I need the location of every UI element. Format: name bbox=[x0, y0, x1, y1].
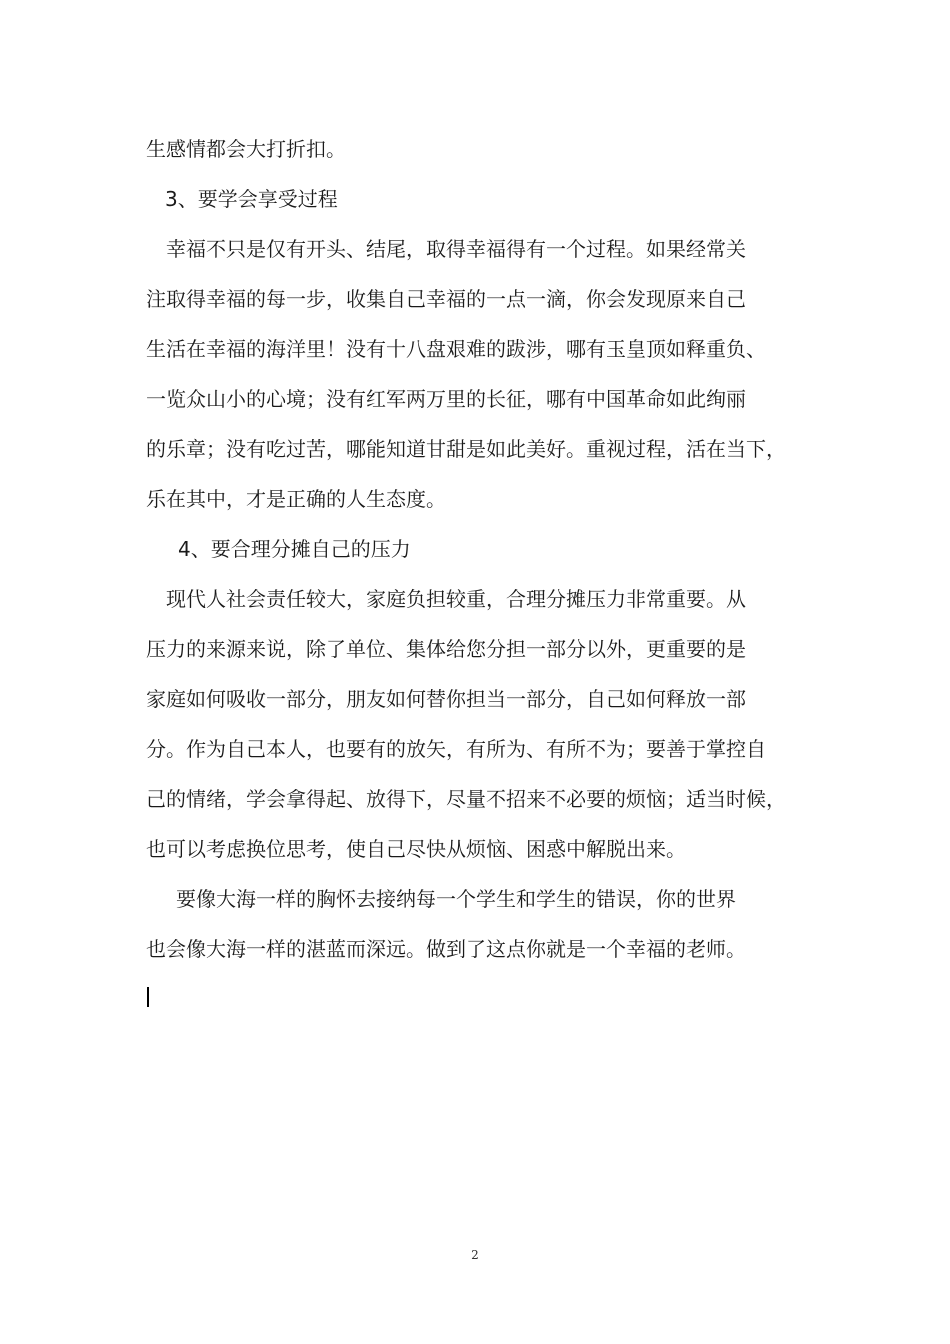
page-number: 2 bbox=[471, 1248, 479, 1262]
text-line: 己的情绪，学会拿得起、放得下，尽量不招来不必要的烦恼；适当时候， bbox=[146, 787, 786, 811]
text-line: 乐在其中，才是正确的人生态度。 bbox=[146, 487, 446, 511]
text-line: 一览众山小的心境；没有红军两万里的长征，哪有中国革命如此绚丽 bbox=[146, 387, 746, 411]
text-line: 分。作为自己本人，也要有的放矢，有所为、有所不为；要善于掌控自 bbox=[146, 737, 766, 761]
text-cursor[interactable] bbox=[147, 987, 149, 1007]
text-line: 现代人社会责任较大，家庭负担较重，合理分摊压力非常重要。从 bbox=[166, 587, 746, 611]
section-heading-4: 4、要合理分摊自己的压力 bbox=[178, 537, 411, 561]
text-line: 也会像大海一样的湛蓝而深远。做到了这点你就是一个幸福的老师。 bbox=[146, 937, 746, 961]
text-line: 要像大海一样的胸怀去接纳每一个学生和学生的错误，你的世界 bbox=[176, 887, 736, 911]
text-line: 家庭如何吸收一部分，朋友如何替你担当一部分，自己如何释放一部 bbox=[146, 687, 746, 711]
text-line: 注取得幸福的每一步，收集自己幸福的一点一滴，你会发现原来自己 bbox=[146, 287, 746, 311]
text-line: 压力的来源来说，除了单位、集体给您分担一部分以外，更重要的是 bbox=[146, 637, 746, 661]
text-line: 生活在幸福的海洋里！没有十八盘艰难的跋涉，哪有玉皇顶如释重负、 bbox=[146, 337, 766, 361]
text-line: 生感情都会大打折扣。 bbox=[146, 137, 346, 161]
section-heading-3: 3、要学会享受过程 bbox=[165, 187, 338, 211]
text-line: 幸福不只是仅有开头、结尾，取得幸福得有一个过程。如果经常关 bbox=[166, 237, 746, 261]
text-line: 的乐章；没有吃过苦，哪能知道甘甜是如此美好。重视过程，活在当下， bbox=[146, 437, 786, 461]
text-line: 也可以考虑换位思考，使自己尽快从烦恼、困惑中解脱出来。 bbox=[146, 837, 686, 861]
